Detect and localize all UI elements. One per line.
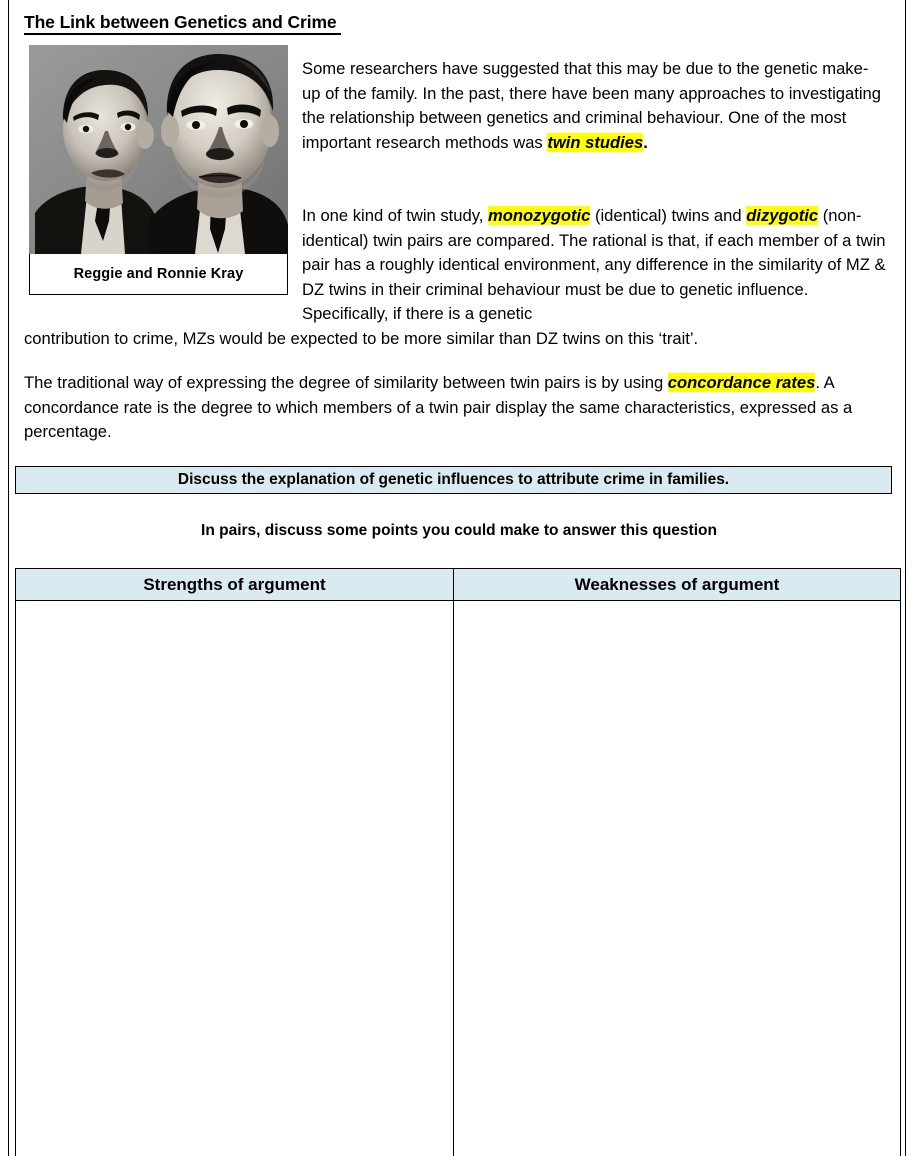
arguments-table [15,568,901,1156]
page-border-right [905,0,906,1156]
paragraph-2 [302,204,886,327]
paragraph-2-text-a: In one kind of twin study, [302,206,489,225]
page-title: The Link between Genetics and Crime [24,12,341,35]
highlight-twin-studies: twin studies [547,132,644,152]
kray-twins-photo [29,45,288,254]
question-banner [15,466,892,494]
highlight-concordance-rates: concordance rates [667,373,816,392]
figure-caption: Reggie and Ronnie Kray [73,266,244,282]
paragraph-2-text-c: (non-identical) twin pairs are compared. The rational is that, if each member of a twin pair has a roughly identical environment, any difference in the similarity of MZ & DZ twins in their criminal behaviour must be due to genetic influence. Specifically, if there is a genetic [302,206,886,324]
paragraph-1-period: . [643,132,648,152]
page-border-left [8,0,9,1156]
paragraph-1-text: Some researchers have suggested that this may be due to the genetic make-up of the family. In the past, there have been many approaches to investigating the relationship between genetics and criminal behaviour. One of the most important research methods was [302,59,881,152]
question-banner-text: Discuss the explanation of genetic influences to attribute crime in families. [177,471,730,488]
table-header-row [16,569,901,601]
figure-caption-box [29,254,288,295]
paragraph-1 [302,57,886,155]
table-cell-weaknesses[interactable] [454,601,901,1156]
paragraph-2-text-b: (identical) twins and [590,206,747,225]
paragraph-2-tail: contribution to crime, MZs would be expected to be more similar than DZ twins on this ‘trait’. [24,329,699,348]
paragraph-3 [24,371,900,445]
highlight-dizygotic: dizygotic [746,206,819,225]
instruction-line: In pairs, discuss some points you could make to answer this question [201,522,717,539]
figure-kray-twins [29,45,288,295]
table-cell-strengths[interactable] [16,601,454,1156]
table-row [16,601,901,1156]
paragraph-3-text-a: The traditional way of expressing the degree of similarity between twin pairs is by using [24,373,668,392]
table-header-strengths: Strengths of argument [16,569,454,601]
highlight-monozygotic: monozygotic [488,206,591,225]
paragraph-3-text-b: . A concordance rate is the degree to which members of a twin pair display the same characteristics, expressed as a percentage. [24,373,853,442]
table-header-weaknesses: Weaknesses of argument [454,569,901,601]
